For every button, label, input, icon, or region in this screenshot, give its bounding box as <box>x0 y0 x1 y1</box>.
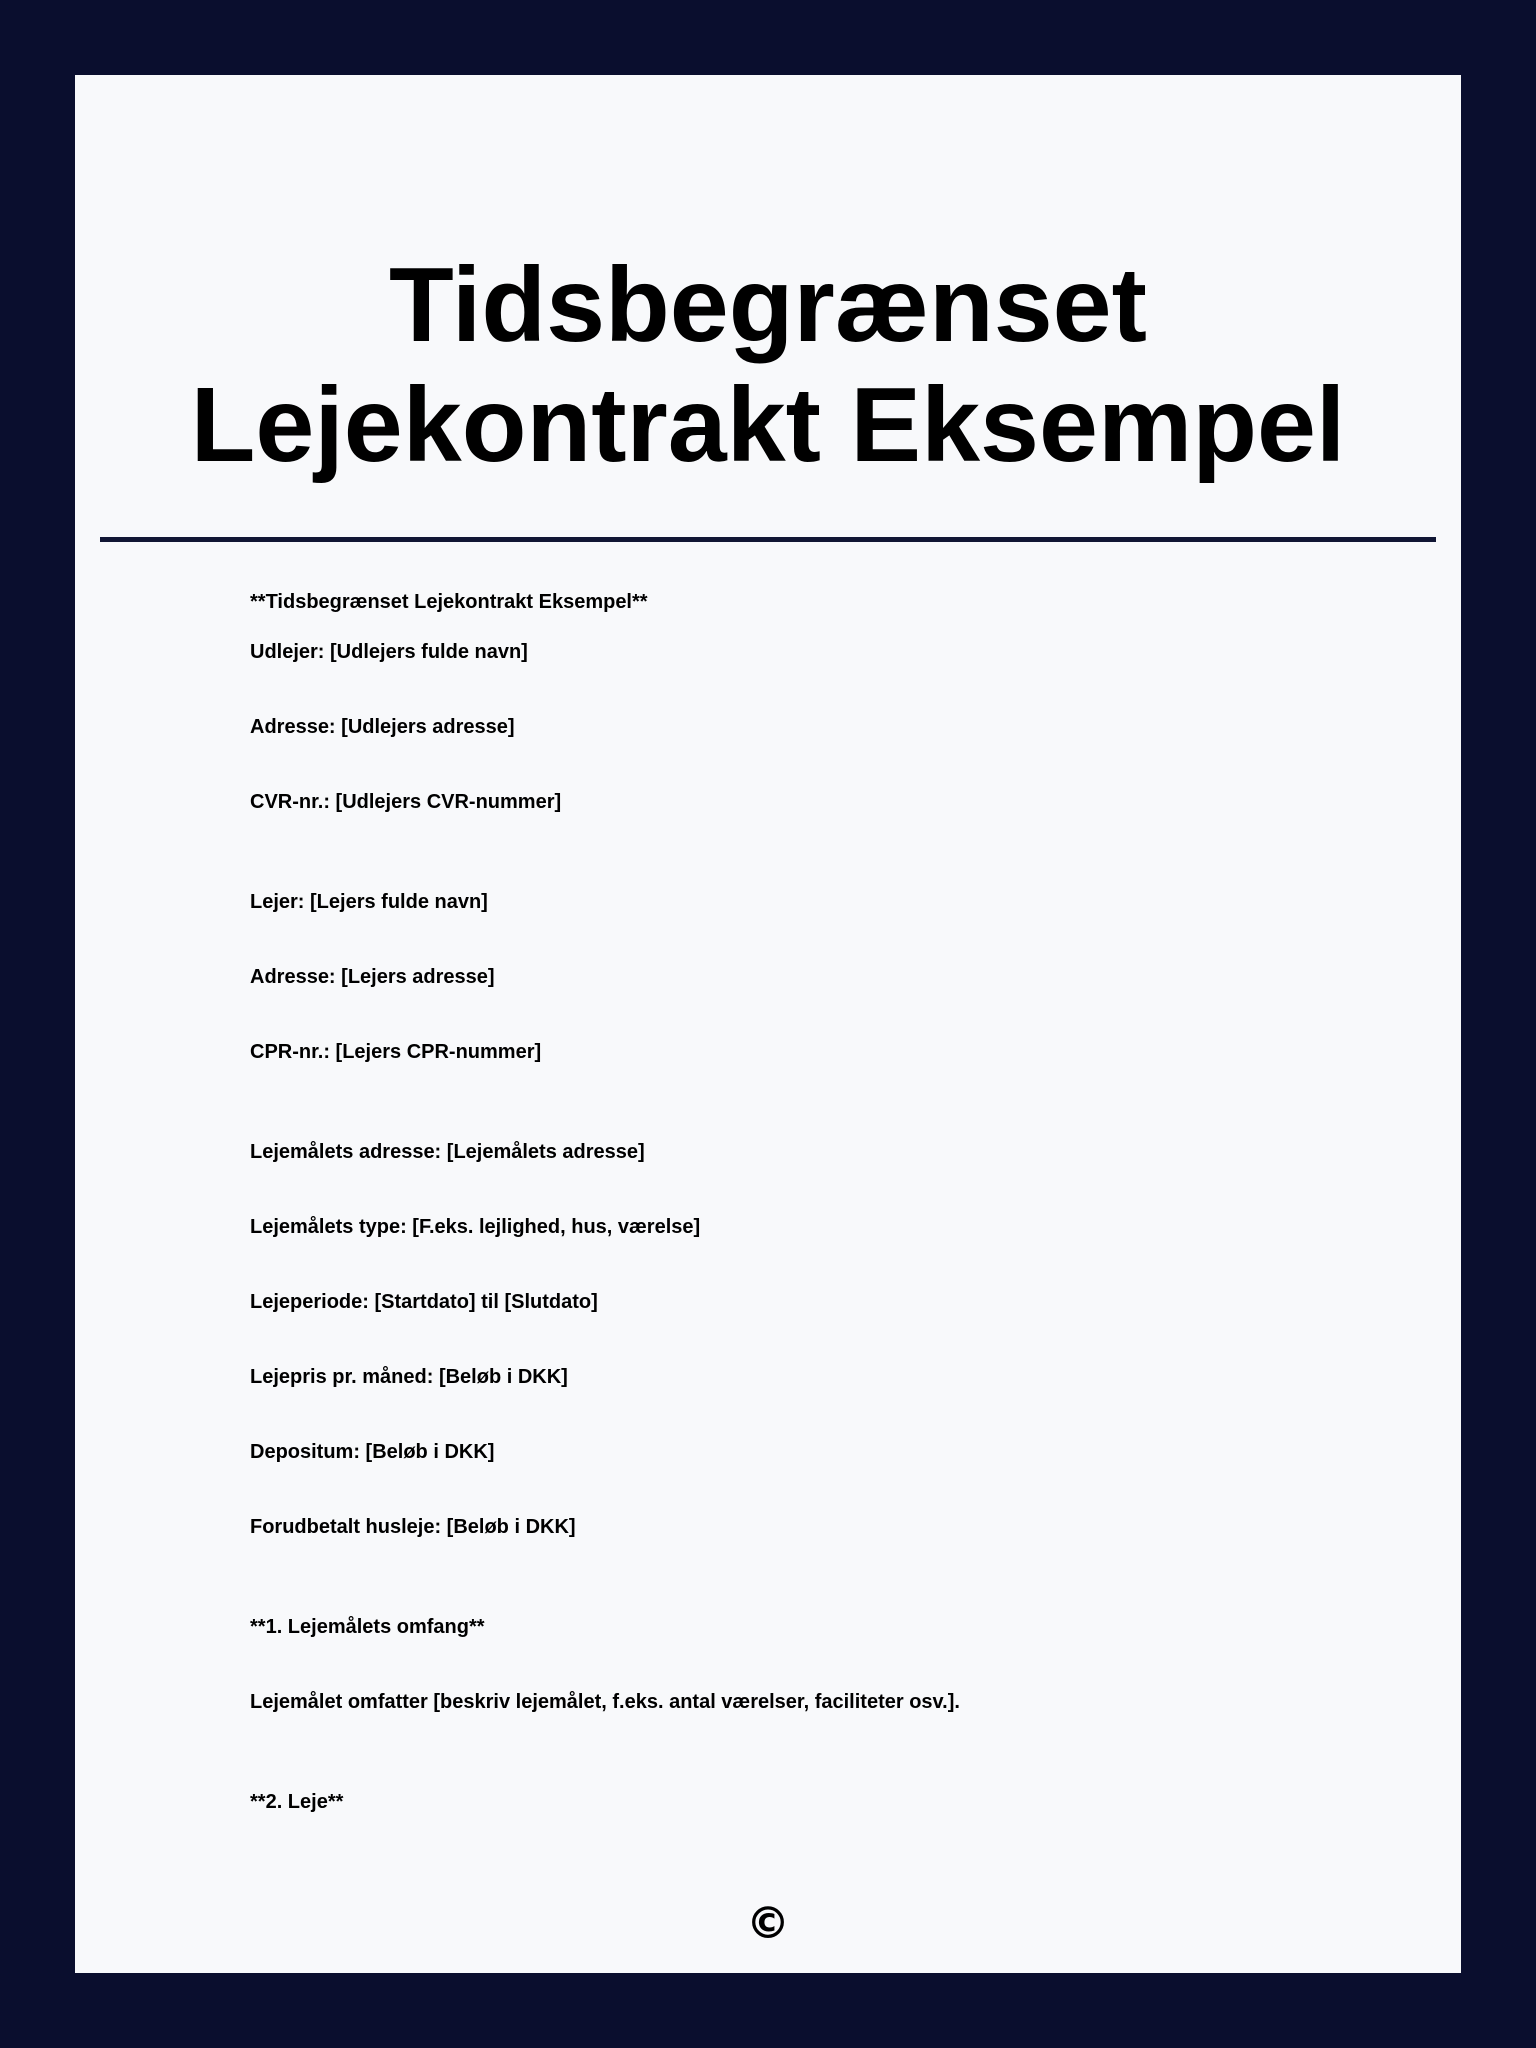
monthly-rent: Lejepris pr. måned: [Beløb i DKK] <box>250 1366 568 1388</box>
deposit: Depositum: [Beløb i DKK] <box>250 1441 495 1463</box>
copyright-icon: © <box>746 1898 790 1949</box>
lease-period: Lejeperiode: [Startdato] til [Slutdato] <box>250 1291 598 1313</box>
tenant-name: Lejer: [Lejers fulde navn] <box>250 891 488 913</box>
document-title: Tidsbegrænset Lejekontrakt Eksempel <box>190 246 1346 484</box>
property-address: Lejemålets adresse: [Lejemålets adresse] <box>250 1141 645 1163</box>
section-text-scope: Lejemålet omfatter [beskriv lejemålet, f.eks. antal værelser, faciliteter osv.]. <box>250 1691 960 1713</box>
prepaid-rent: Forudbetalt husleje: [Beløb i DKK] <box>250 1516 576 1538</box>
tenant-address: Adresse: [Lejers adresse] <box>250 966 495 988</box>
property-type: Lejemålets type: [F.eks. lejlighed, hus, værelse] <box>250 1216 701 1238</box>
document-page <box>75 75 1461 1973</box>
landlord-address: Adresse: [Udlejers adresse] <box>250 716 515 738</box>
landlord-name: Udlejer: [Udlejers fulde navn] <box>250 641 528 663</box>
landlord-cvr: CVR-nr.: [Udlejers CVR-nummer] <box>250 791 562 813</box>
section-heading-scope: **1. Lejemålets omfang** <box>250 1616 485 1638</box>
tenant-cpr: CPR-nr.: [Lejers CPR-nummer] <box>250 1041 542 1063</box>
section-heading-rent: **2. Leje** <box>250 1791 344 1813</box>
title-divider <box>100 537 1436 542</box>
document-heading: **Tidsbegrænset Lejekontrakt Eksempel** <box>250 591 648 613</box>
